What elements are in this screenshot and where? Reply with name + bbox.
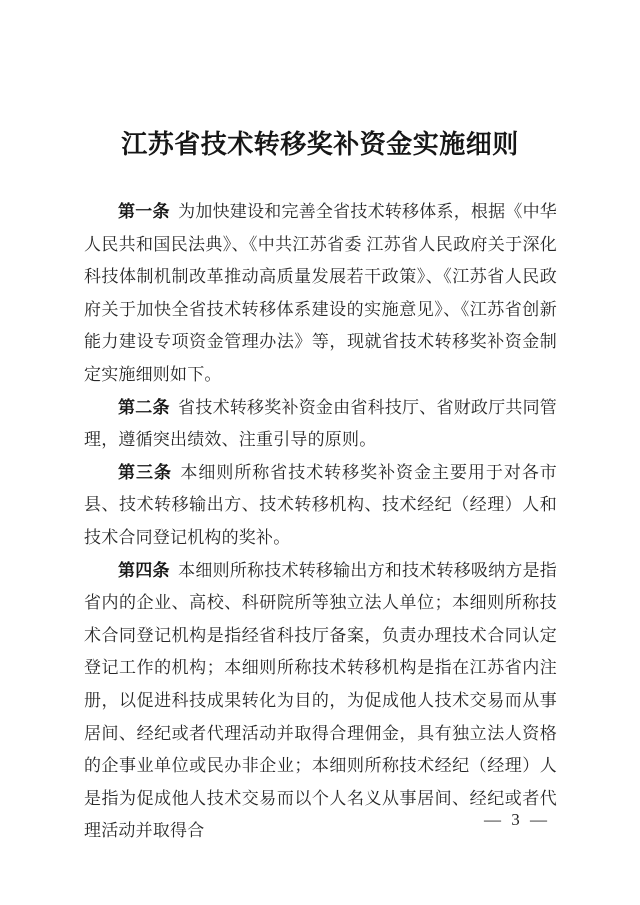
article-label: 第一条 <box>118 202 170 221</box>
document-body <box>84 196 557 848</box>
paragraph <box>84 392 557 457</box>
paragraph <box>84 457 557 555</box>
paragraph-text: 省技术转移奖补资金由省科技厅、省财政厅共同管理，遵循突出绩效、注重引导的原则。 <box>84 397 557 450</box>
article-label: 第三条 <box>118 462 172 482</box>
page-number: — 3 — <box>484 810 550 829</box>
document-title: 江苏省技术转移奖补资金实施细则 <box>121 130 519 159</box>
article-label: 第四条 <box>118 560 170 580</box>
paragraph-text: 本细则所称省技术转移奖补资金主要用于对各市县、技术转移输出方、技术转移机构、技术经纪（经理）人和技术合同登记机构的奖补。 <box>84 462 558 547</box>
paragraph-text: 本细则所称技术转移输出方和技术转移吸纳方是指省内的企业、高校、科研院所等独立法人单位；本细则所称技术合同登记机构是指经省科技厅备案，负责办理技术合同认定登记工作的机构；本细则所称技术转移机构是指在江苏省内注册，以促进科技成果转化为目的，为促成他人技术交易而从事居间、经纪或者代理活动并取得合理佣金，具有独立法人资格的企事业单位或民办非企业；本细则所称技术经纪（经理）人是指为促成他人技术交易而以个人名义从事居间、经纪或者代理活动并取得合 <box>84 560 557 841</box>
paragraph-text: 为加快建设和完善全省技术转移体系，根据《中华人民共和国民法典》、《中共江苏省委 江苏省人民政府关于深化科技体制机制改革推动高质量发展若干政策》、《江苏省人民政府关于加快全省技术转移体系建设的实施意见》、《江苏省创新能力建设专项资金管理办法》等，现就省技术转移奖补资金制定实施细则如下。 <box>84 202 557 384</box>
paragraph <box>84 555 557 848</box>
paragraph <box>84 196 557 392</box>
article-label: 第二条 <box>118 397 170 417</box>
